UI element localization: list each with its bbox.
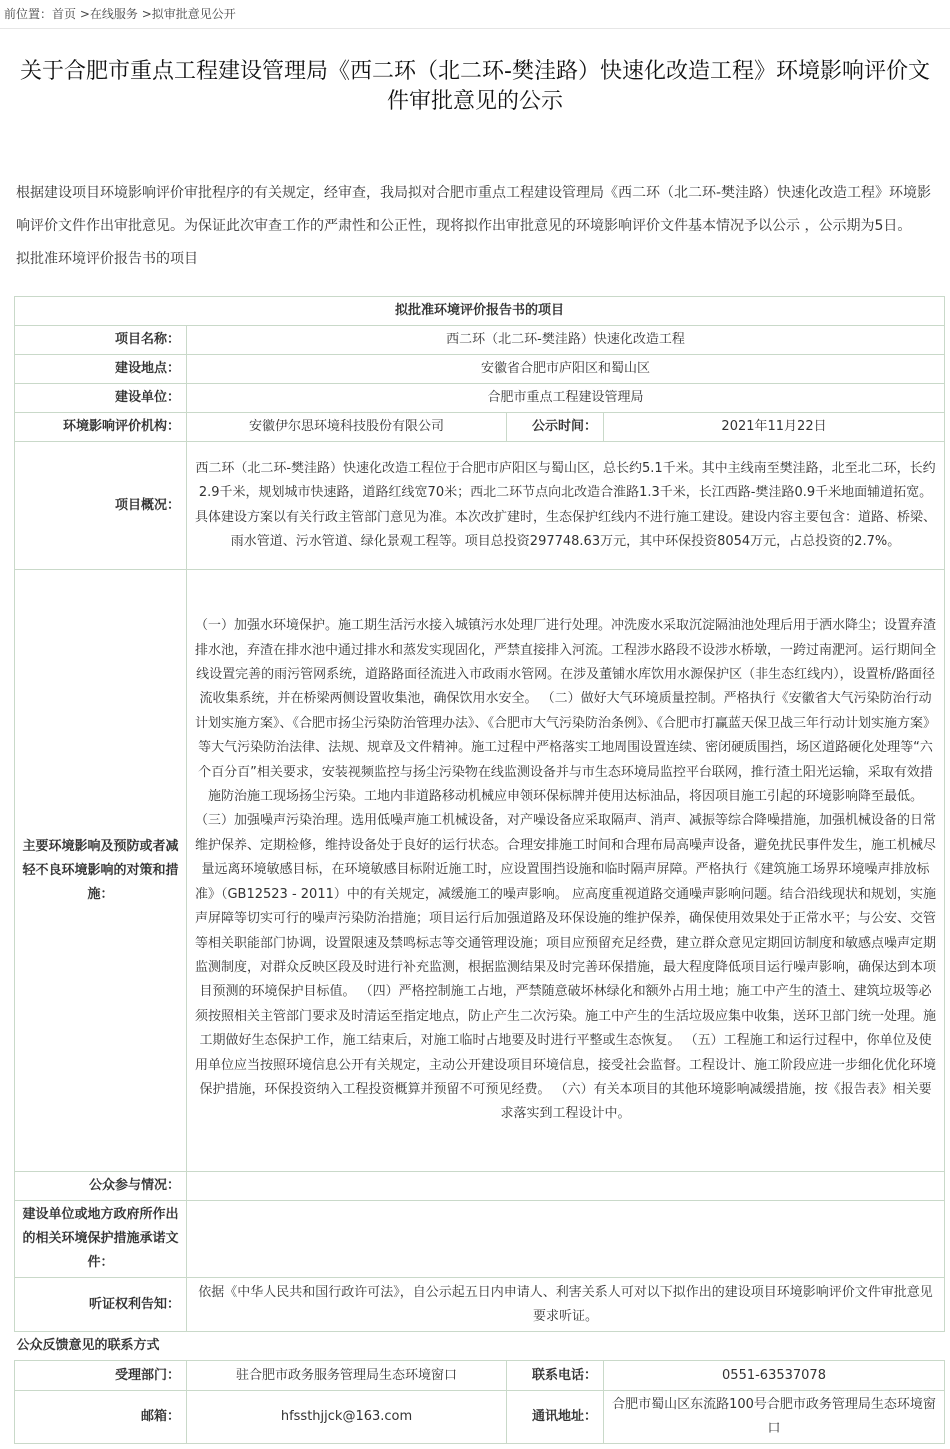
breadcrumb-current-link[interactable]: 拟审批意见公开 <box>151 7 236 21</box>
intro-paragraph: 根据建设项目环境影响评价审批程序的有关规定，经审查，我局拟对合肥市重点工程建设管理局《西二环（北二环-樊洼路）快速化改造工程》环境影响评价文件作出审批意见。为保证此次审查工作的严肃性和公正性，现将拟作出审批意见的环境影响评价文件基本情况予以公示 ，公示期为5日。 <box>16 185 932 234</box>
intro-subheading: 拟批准环境评价报告书的项目 <box>16 251 198 267</box>
feedback-header: 公众反馈意见的联系方式 <box>16 1338 160 1353</box>
location-label: 建设地点： <box>15 355 187 384</box>
overview-label: 项目概况： <box>15 442 187 570</box>
project-name-value: 西二环（北二环-樊洼路）快速化改造工程 <box>187 326 945 355</box>
email-label: 邮箱： <box>15 1391 187 1444</box>
breadcrumb-service-link[interactable]: 在线服务 <box>89 7 138 21</box>
address-label: 通讯地址： <box>507 1391 604 1444</box>
email-value: hfssthjjck@163.com <box>187 1391 507 1444</box>
public-participation-label: 公众参与情况： <box>15 1172 187 1201</box>
table-header: 拟批准环境评价报告书的项目 <box>15 297 945 326</box>
builder-value: 合肥市重点工程建设管理局 <box>187 384 945 413</box>
commitment-value <box>187 1201 945 1278</box>
measures-label: 主要环境影响及预防或者减轻不良环境影响的对策和措施： <box>15 570 187 1172</box>
breadcrumb-prefix: 前位置： <box>4 7 53 21</box>
dept-label: 受理部门： <box>15 1361 187 1391</box>
page-title: 关于合肥市重点工程建设管理局《西二环（北二环-樊洼路）快速化改造工程》环境影响评价文件审批意见的公示 <box>20 59 930 114</box>
phone-value: 0551-63537078 <box>604 1361 945 1391</box>
table-row <box>15 1332 945 1361</box>
table-header-row <box>15 297 945 326</box>
publish-time-value: 2021年11月22日 <box>604 413 945 442</box>
table-row <box>15 1361 945 1391</box>
commitment-label: 建设单位或地方政府所作出的相关环境保护措施承诺文件： <box>15 1201 187 1278</box>
builder-label: 建设单位： <box>15 384 187 413</box>
hearing-label: 听证权利告知： <box>15 1278 187 1332</box>
table-row <box>15 413 945 442</box>
measures-value: （一）加强水环境保护。施工期生活污水接入城镇污水处理厂进行处理。冲洗废水采取沉淀隔油池处理后用于洒水降尘；设置弃渣排水池，弃渣在排水池中通过排水和蒸发实现固化，严禁直接排入河流。工程涉水路段不设涉水桥墩，一跨过南淝河。运行期间全线设置完善的雨污管网系统，道路路面径流进入市政雨水管网。在涉及董铺水库饮用水源保护区（非生态红线内），设置桥/路面径流收集系统，并在桥梁两侧设置收集池，确保饮用水安全。 （二）做好大气环境质量控制。严格执行《安徽省大气污染防治行动计划实施方案》、《合肥市扬尘污染防治管理办法》、《合肥市大气污染防治条例》、《合肥市打赢蓝天保卫战三年行动计划实施方案》等大气污染防治法律、法规、规章及文件精神。施工过程中严格落实工地周围设置连续、密闭硬质围挡，场区道路硬化处理等“六个百分百”相关要求，安装视频监控与扬尘污染物在线监测设备并与市生态环境局监控平台联网，推行渣土阳光运输，采取有效措施防治施工现场扬尘污染。工地内非道路移动机械应申领环保标牌并使用达标油品，将因项目施工引起的环境影响降至最低。 （三）加强噪声污染治理。选用低噪声施工机械设备，对产噪设备应采取隔声、消声、减振等综合降噪措施，加强机械设备的日常维护保养、定期检修，维持设备处于良好的运行状态。合理安排施工时间和合理布局高噪声设备，避免扰民事件发生，施工机械尽量远离环境敏感目标，在环境敏感目标附近施工时，应设置围挡设施和临时隔声屏障。严格执行《建筑施工场界环境噪声排放标准》（GB12523 - 2011）中的有关规定，减缓施工的噪声影响。 应高度重视道路交通噪声影响问题。结合沿线现状和规划，实施声屏障等切实可行的噪声污染防治措施；项目运行后加强道路及环保设施的维护保养，确保使用效果处于正常水平；与公安、交管等相关职能部门协调，设置限速及禁鸣标志等交通管理设施；项目应预留充足经费，建立群众意见定期回访制度和敏感点噪声定期监测制度，对群众反映区段及时进行补充监测，根据监测结果及时完善环保措施，最大程度降低项目运行噪声影响，确保达到本项目预测的环境保护目标值。 （四）严格控制施工占地，严禁随意破坏林绿化和额外占用土地；施工中产生的渣土、建筑垃圾等必须按照相关主管部门要求及时清运至指定地点，防止产生二次污染。施工中产生的生活垃圾应集中收集，送环卫部门统一处理。施工期做好生态保护工作，施工结束后，对施工临时占地要及时进行平整或生态恢复。 （五）工程施工和运行过程中，你单位及使用单位应当按照环境信息公开有关规定，主动公开建设项目环境信息，接受社会监督。工程设计、施工阶段应进一步细化优化环境保护措施，环保投资纳入工程投资概算并预留不可预见经费。 （六）有关本项目的其他环境影响减缓措施，按《报告表》相关要求落实到工程设计中。 <box>187 570 945 1172</box>
project-name-label: 项目名称： <box>15 326 187 355</box>
phone-label: 联系电话： <box>507 1361 604 1391</box>
table-row <box>15 1391 945 1444</box>
breadcrumb <box>0 0 950 29</box>
table-row <box>15 1172 945 1201</box>
public-participation-value <box>187 1172 945 1201</box>
table-row <box>15 1278 945 1332</box>
project-table <box>14 296 945 1444</box>
breadcrumb-separator: > <box>76 7 90 21</box>
breadcrumb-home-link[interactable]: 首页 <box>52 7 77 21</box>
project-table-wrapper <box>14 296 944 1444</box>
location-value: 安徽省合肥市庐阳区和蜀山区 <box>187 355 945 384</box>
table-row <box>15 442 945 570</box>
table-row <box>15 326 945 355</box>
table-row <box>15 1201 945 1278</box>
table-row <box>15 570 945 1172</box>
table-row <box>15 355 945 384</box>
address-value: 合肥市蜀山区东流路100号合肥市政务管理局生态环境窗口 <box>604 1391 945 1444</box>
intro-section <box>0 177 950 276</box>
eia-org-value: 安徽伊尔思环境科技股份有限公司 <box>187 413 507 442</box>
hearing-value: 依据《中华人民共和国行政许可法》，自公示起五日内申请人、利害关系人可对以下拟作出的建设项目环境影响评价文件审批意见要求听证。 <box>187 1278 945 1332</box>
publish-time-label: 公示时间： <box>507 413 604 442</box>
table-row <box>15 384 945 413</box>
eia-org-label: 环境影响评价机构： <box>15 413 187 442</box>
dept-value: 驻合肥市政务服务管理局生态环境窗口 <box>187 1361 507 1391</box>
breadcrumb-separator: > <box>137 7 152 21</box>
overview-value: 西二环（北二环-樊洼路）快速化改造工程位于合肥市庐阳区与蜀山区，总长约5.1千米。其中主线南至樊洼路，北至北二环，长约2.9千米，规划城市快速路，道路红线宽70米；西北二环节点向北改造合淮路1.3千米，长江西路-樊洼路0.9千米地面辅道拓宽。具体建设方案以有关行政主管部门意见为准。本次改扩建时，生态保护红线内不进行施工建设。建设内容主要包含：道路、桥梁、雨水管道、污水管道、绿化景观工程等。项目总投资297748.63万元，其中环保投资8054万元，占总投资的2.7%。 <box>187 442 945 570</box>
